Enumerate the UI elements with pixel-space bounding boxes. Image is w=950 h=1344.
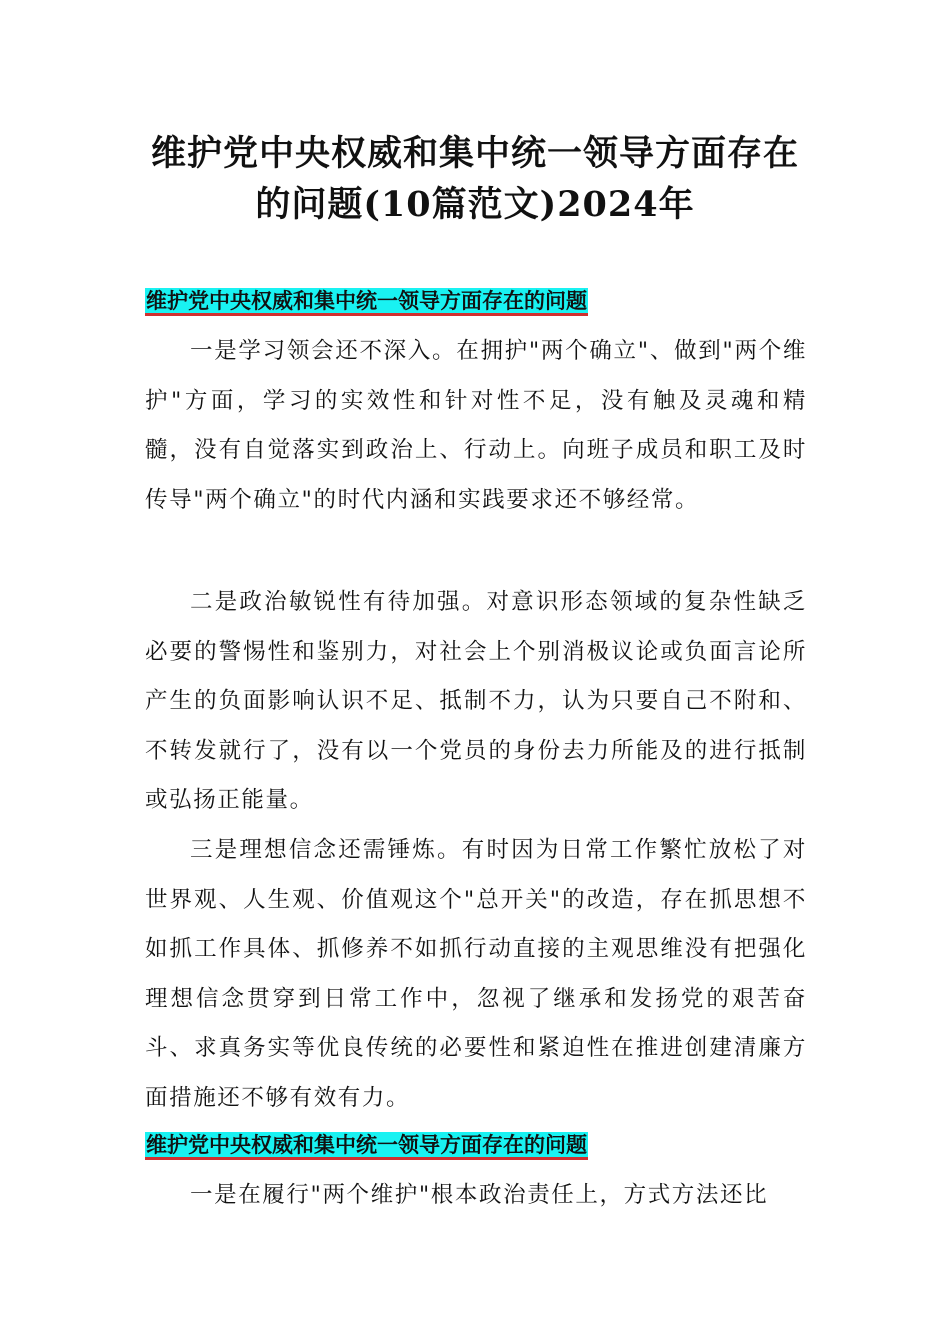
document-title-line-1: 维护党中央权威和集中统一领导方面存在 <box>150 133 799 174</box>
paragraph-4: 一是在履行"两个维护"根本政治责任上，方式方法还比 <box>190 1182 769 1208</box>
document-title <box>120 128 830 230</box>
paragraph-3: 三是理想信念还需锤炼。有时因为日常工作繁忙放松了对世界观、人生观、价值观这个"总开关"的改造，存在抓思想不如抓工作具体、抓修养不如抓行动直接的主观思维没有把强化理想信念贯穿到日常工作中，忽视了继承和发扬党的艰苦奋斗、求真务实等优良传统的必要性和紧迫性在推进创建清廉方面措施还不够有效有力。 <box>145 837 807 1111</box>
document-title-line-2: 的问题(10篇范文)2024年 <box>255 184 695 225</box>
section-heading-2: 维护党中央权威和集中统一领导方面存在的问题 <box>145 1130 588 1160</box>
section-heading-1: 维护党中央权威和集中统一领导方面存在的问题 <box>145 286 588 316</box>
paragraph-1: 一是学习领会还不深入。在拥护"两个确立"、做到"两个维护"方面，学习的实效性和针对性不足，没有触及灵魂和精髓，没有自觉落实到政治上、行动上。向班子成员和职工及时传导"两个确立"的时代内涵和实践要求还不够经常。 <box>145 338 807 513</box>
paragraph-2: 二是政治敏锐性有待加强。对意识形态领域的复杂性缺乏必要的警惕性和鉴别力，对社会上个别消极议论或负面言论所产生的负面影响认识不足、抵制不力，认为只要自己不附和、不转发就行了，没有以一个党员的身份去力所能及的进行抵制或弘扬正能量。 <box>145 589 807 813</box>
